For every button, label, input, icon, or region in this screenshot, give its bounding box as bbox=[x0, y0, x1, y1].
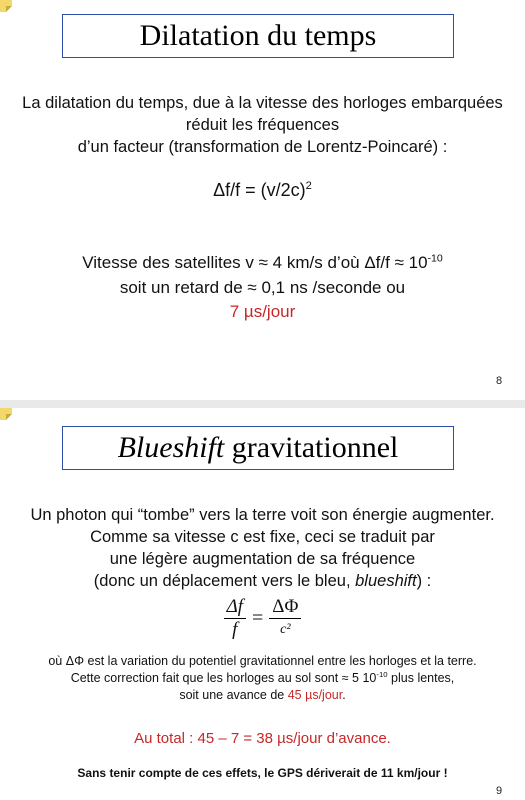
slide-title bbox=[62, 426, 454, 470]
delay-per-second: soit un retard de ≈ 0,1 ns /seconde ou bbox=[119, 278, 406, 297]
slide-title: Dilatation du temps bbox=[62, 14, 454, 58]
fraction-left-numerator: Δf bbox=[224, 596, 246, 619]
total-advance: Au total : 45 – 7 = 38 µs/jour d’avance. bbox=[134, 730, 391, 747]
satellite-speed: Vitesse des satellites v ≈ 4 km/s d’où $\Delta f/f \approx 10^{-10}$ bbox=[82, 252, 443, 272]
fraction-right-numerator: ΔΦ bbox=[269, 596, 301, 619]
fraction-right-denominator: c² bbox=[280, 622, 291, 637]
fraction-left-denominator: f bbox=[232, 619, 238, 640]
formula-doppler: $\Delta f/f = (v/2c)^2$ bbox=[213, 180, 312, 200]
photon-line-3: une légère augmentation de sa fréquence bbox=[109, 550, 416, 568]
blueshift-formula bbox=[0, 596, 525, 641]
delay-per-day: 7 µs/jour bbox=[229, 302, 296, 321]
gps-drift-conclusion: Sans tenir compte de ces effets, le GPS dériverait de 11 km/jour ! bbox=[77, 766, 448, 780]
slide-gravitational-blueshift bbox=[0, 408, 525, 800]
photon-line-1: Un photon qui “tombe” vers la terre voit son énergie augmenter. bbox=[30, 506, 495, 524]
photon-line-2: Comme sa vitesse c est fixe, ceci se traduit par bbox=[90, 528, 435, 546]
note-line-1: où ΔΦ est la variation du potentiel gravitationnel entre les horloges et la terre. bbox=[48, 654, 477, 668]
page-number: 8 bbox=[496, 375, 503, 387]
page-number: 9 bbox=[496, 785, 503, 797]
note-corner-icon bbox=[0, 0, 12, 12]
fraction-left bbox=[224, 596, 246, 641]
note-line-2: Cette correction fait que les horloges au sol sont ≈ 5 $10^{-10}$ plus lentes, bbox=[70, 669, 455, 685]
photon-line-4: (donc un déplacement vers le bleu, blueshift) : bbox=[93, 572, 432, 590]
intro-line-3: d’un facteur (transformation de Lorentz-Poincaré) : bbox=[77, 138, 448, 156]
intro-line-1: La dilatation du temps, due à la vitesse des horloges embarquées bbox=[22, 94, 503, 112]
fraction-right bbox=[269, 596, 301, 641]
equals-sign: = bbox=[252, 607, 264, 629]
note-corner-icon bbox=[0, 408, 12, 420]
title-rest: gravitationnel bbox=[224, 431, 399, 464]
title-italic: Blueshift bbox=[117, 431, 225, 464]
note-line-3: soit une avance de 45 µs/jour. bbox=[179, 688, 346, 702]
intro-line-2: réduit les fréquences bbox=[185, 116, 340, 134]
